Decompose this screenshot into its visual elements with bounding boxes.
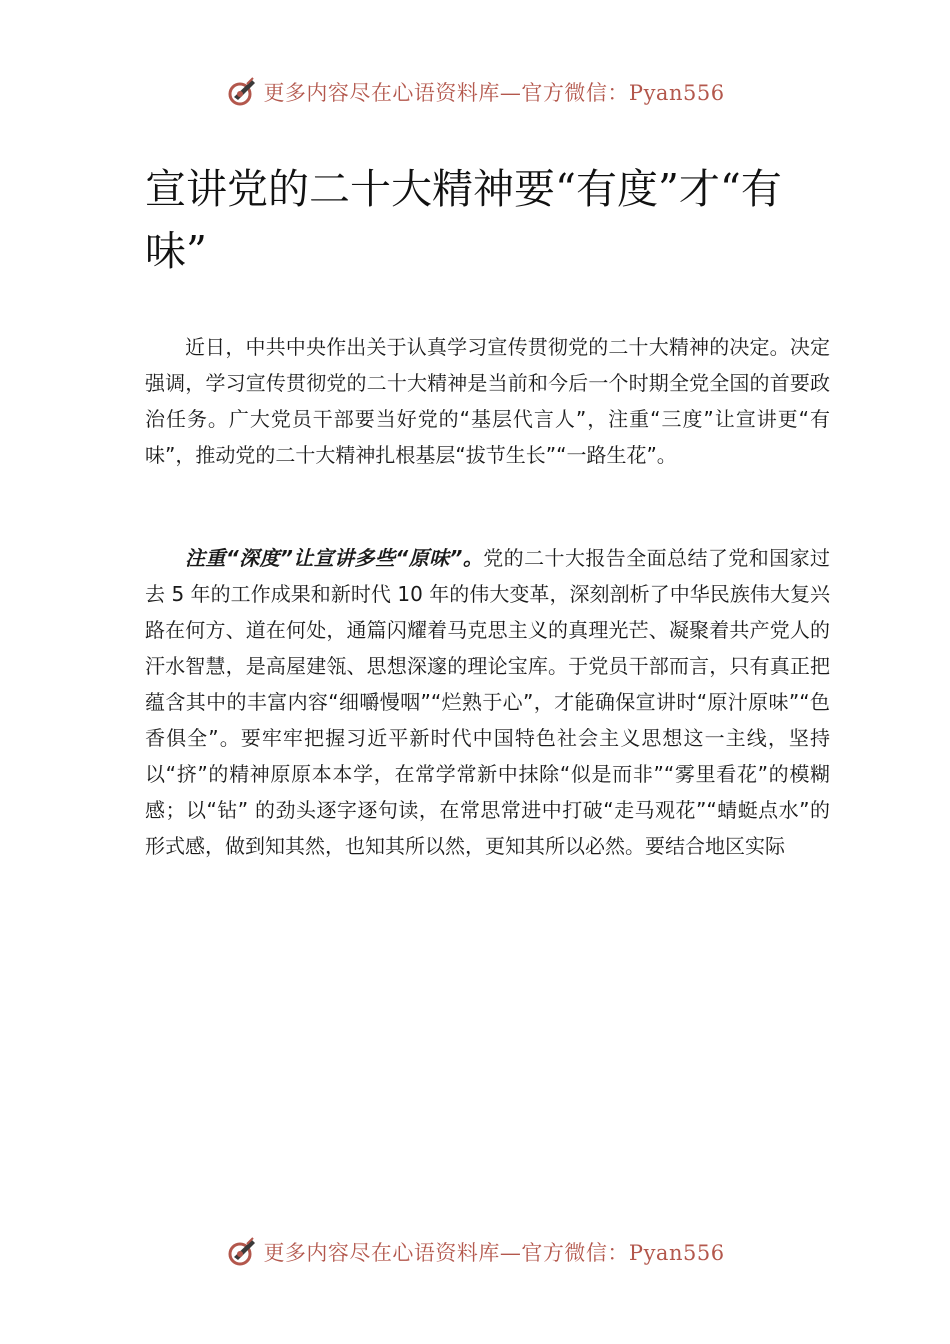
- quill-pen-logo-icon: [225, 1235, 259, 1269]
- header-banner-text: 更多内容尽在心语资料库—官方微信：Pyan556: [263, 81, 725, 105]
- footer-banner: [0, 1232, 950, 1272]
- paragraph-depth: [145, 540, 830, 864]
- paragraph-body: 党的二十大报告全面总结了党和国家过去 5 年的工作成果和新时代 10 年的伟大变革，深刻剖析了中华民族伟大复兴路在何方、道在何处，通篇闪耀着马克思主义的真理光芒、凝聚着共产党人的汗水智慧，是高屋建瓴、思想深邃的理论宝库。于党员干部而言，只有真正把蕴含其中的丰富内容“细嚼慢咽”“烂熟于心”，才能确保宣讲时“原汁原味”“色香俱全”。要牢牢把握习近平新时代中国特色社会主义思想这一主线，坚持以“挤”的精神原原本本学，在常学常新中抹除“似是而非”“雾里看花”的模糊感；以“钻” 的劲头逐字逐句读，在常思常进中打破“走马观花”“蜻蜓点水”的形式感，做到知其然，也知其所以然，更知其所以必然。要结合地区实际: [145, 546, 830, 858]
- footer-banner-text: 更多内容尽在心语资料库—官方微信：Pyan556: [263, 1241, 725, 1265]
- header-banner: [0, 72, 950, 112]
- paragraph-body: 近日，中共中央作出关于认真学习宣传贯彻党的二十大精神的决定。决定强调，学习宣传贯彻党的二十大精神是当前和今后一个时期全党全国的首要政治任务。广大党员干部要当好党的“基层代言人”，注重“三度”让宣讲更“有味”，推动党的二十大精神扎根基层“拔节生长”“一路生花”。: [145, 335, 830, 467]
- page-title: 宣讲党的二十大精神要“有度”才“有味”: [145, 165, 782, 275]
- paragraph-lead: 注重“深度”让宣讲多些“原味”。: [185, 546, 484, 570]
- quill-pen-logo-icon: [225, 75, 259, 109]
- paragraph-intro: [145, 329, 830, 473]
